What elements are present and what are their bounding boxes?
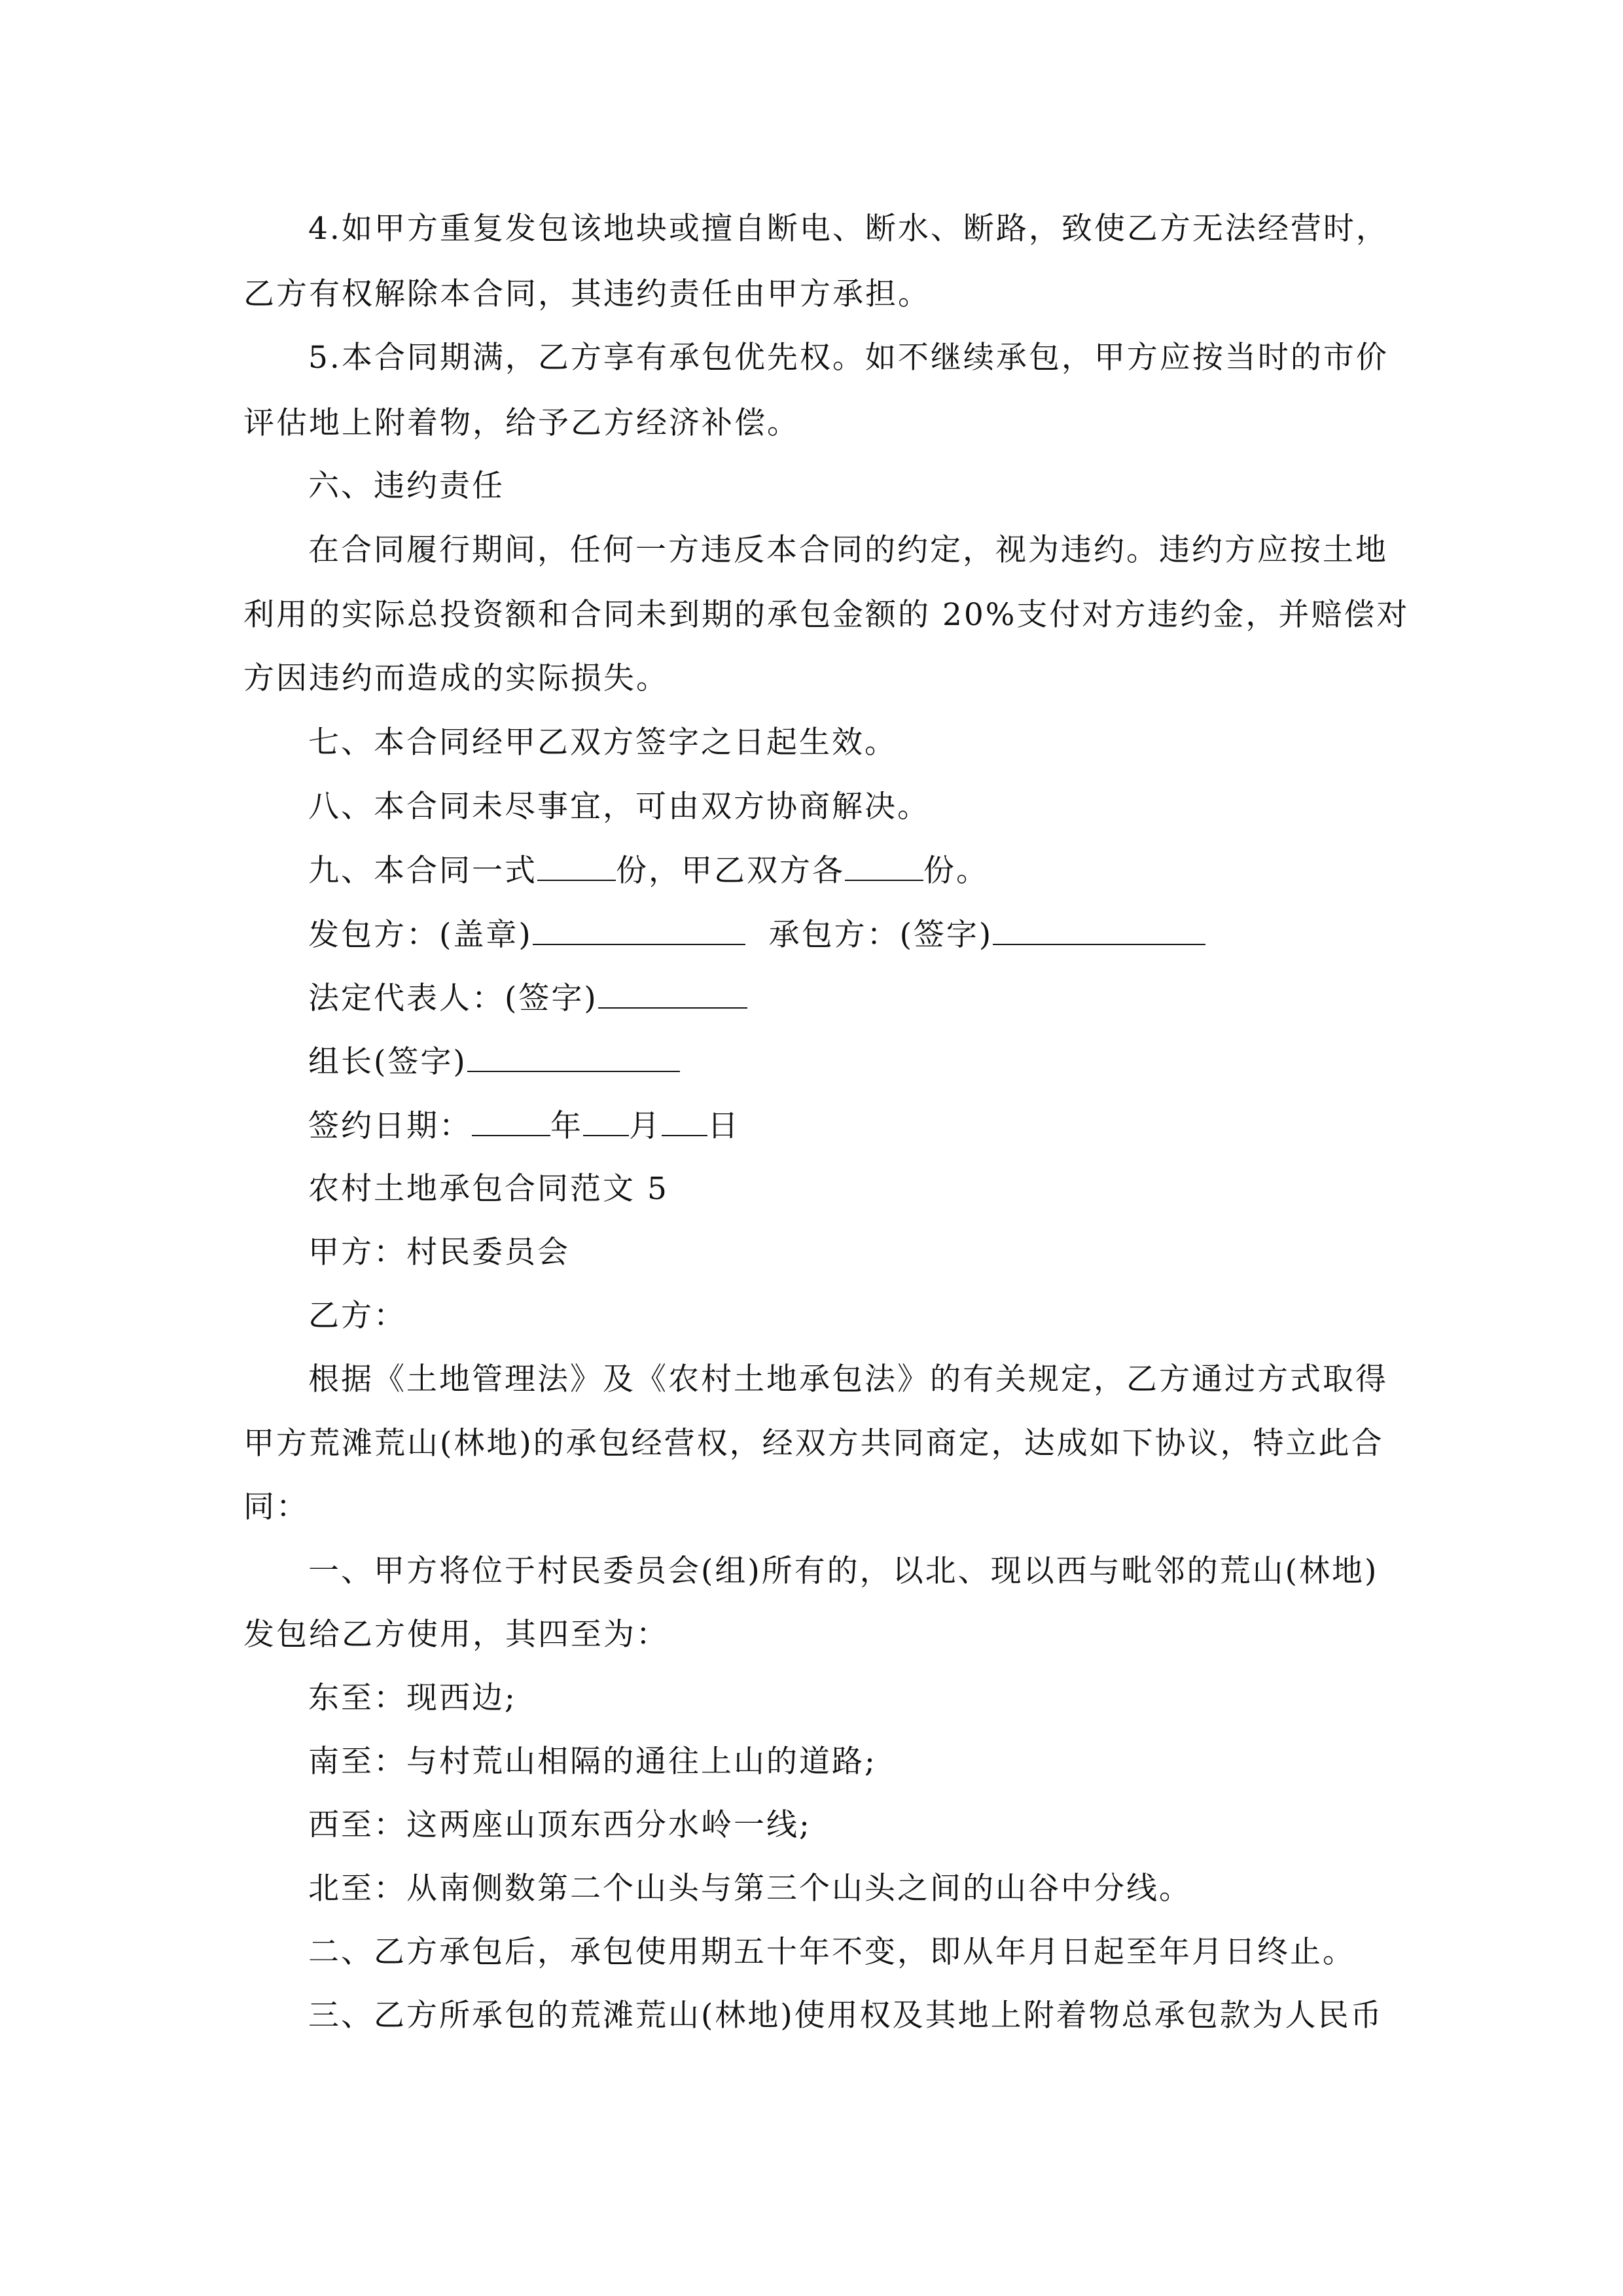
- clause-9-copies: 九、本合同一式 份，甲乙双方各 份。: [0, 851, 1623, 890]
- signature-leader: 组长(签字): [0, 1042, 1623, 1081]
- clause-4-line-2: 乙方有权解除本合同，其违约责任由甲方承担。: [243, 276, 931, 312]
- clause-5-line-2: 评估地上附着物，给予乙方经济补偿。: [243, 405, 800, 441]
- breach-paragraph-line-2: 利用的实际总投资额和合同未到期的承包金额的 20%支付对方违约金，并赔偿对: [243, 597, 1410, 633]
- boundary-west: 西至：这两座山顶东西分水岭一线;: [308, 1807, 812, 1843]
- leader-signature-blank: [467, 1042, 680, 1072]
- signing-date: 签约日期： 年 月 日: [0, 1106, 1623, 1145]
- article-2: 二、乙方承包后，承包使用期五十年不变，即从年月日起至年月日终止。: [308, 1934, 1355, 1970]
- section-heading-breach: 六、违约责任: [308, 468, 505, 504]
- contract-sample-title: 农村土地承包合同范文 5: [308, 1171, 669, 1207]
- breach-paragraph-line-1: 在合同履行期间，任何一方违反本合同的约定，视为违约。违约方应按土地: [308, 532, 1388, 568]
- copies-each-blank: [845, 851, 923, 881]
- preamble-line-2: 甲方荒滩荒山(林地)的承包经营权，经双方共同商定，达成如下协议，特立此合: [243, 1426, 1384, 1462]
- breach-paragraph-line-3: 方因违约而造成的实际损失。: [243, 660, 669, 696]
- article-1-line-1: 一、甲方将位于村民委员会(组)所有的，以北、现以西与毗邻的荒山(林地): [308, 1553, 1379, 1589]
- legal-rep-signature-blank: [598, 978, 747, 1009]
- date-year-blank: [472, 1106, 550, 1136]
- copies-total-blank: [537, 851, 616, 881]
- party-b-signature-blank: [993, 915, 1205, 945]
- clause-5-line-1: 5.本合同期满，乙方享有承包优先权。如不继续承包，甲方应按当时的市价: [308, 340, 1389, 376]
- signature-parties: 发包方：(盖章) 承包方：(签字): [0, 915, 1623, 954]
- clause-4-line-1: 4.如甲方重复发包该地块或擅自断电、断水、断路，致使乙方无法经营时，: [308, 211, 1389, 247]
- article-3-line-1: 三、乙方所承包的荒滩荒山(林地)使用权及其地上附着物总承包款为人民币: [308, 1998, 1383, 2034]
- boundary-north: 北至：从南侧数第二个山头与第三个山头之间的山谷中分线。: [308, 1871, 1192, 1907]
- party-a-line: 甲方：村民委员会: [308, 1234, 570, 1270]
- article-1-line-2: 发包给乙方使用，其四至为：: [243, 1617, 669, 1653]
- date-day-blank: [662, 1106, 707, 1136]
- clause-8: 八、本合同未尽事宜，可由双方协商解决。: [308, 789, 930, 825]
- boundary-east: 东至：现西边;: [308, 1680, 517, 1716]
- preamble-line-3: 同：: [243, 1489, 309, 1525]
- boundary-south: 南至：与村荒山相隔的通往上山的道路;: [308, 1744, 877, 1780]
- date-month-blank: [583, 1106, 629, 1136]
- preamble-line-1: 根据《土地管理法》及《农村土地承包法》的有关规定，乙方通过方式取得: [308, 1361, 1388, 1397]
- clause-7: 七、本合同经甲乙双方签字之日起生效。: [308, 725, 897, 761]
- party-b-line: 乙方：: [308, 1298, 406, 1334]
- signature-legal-rep: 法定代表人：(签字): [0, 978, 1623, 1018]
- party-a-seal-blank: [533, 915, 745, 945]
